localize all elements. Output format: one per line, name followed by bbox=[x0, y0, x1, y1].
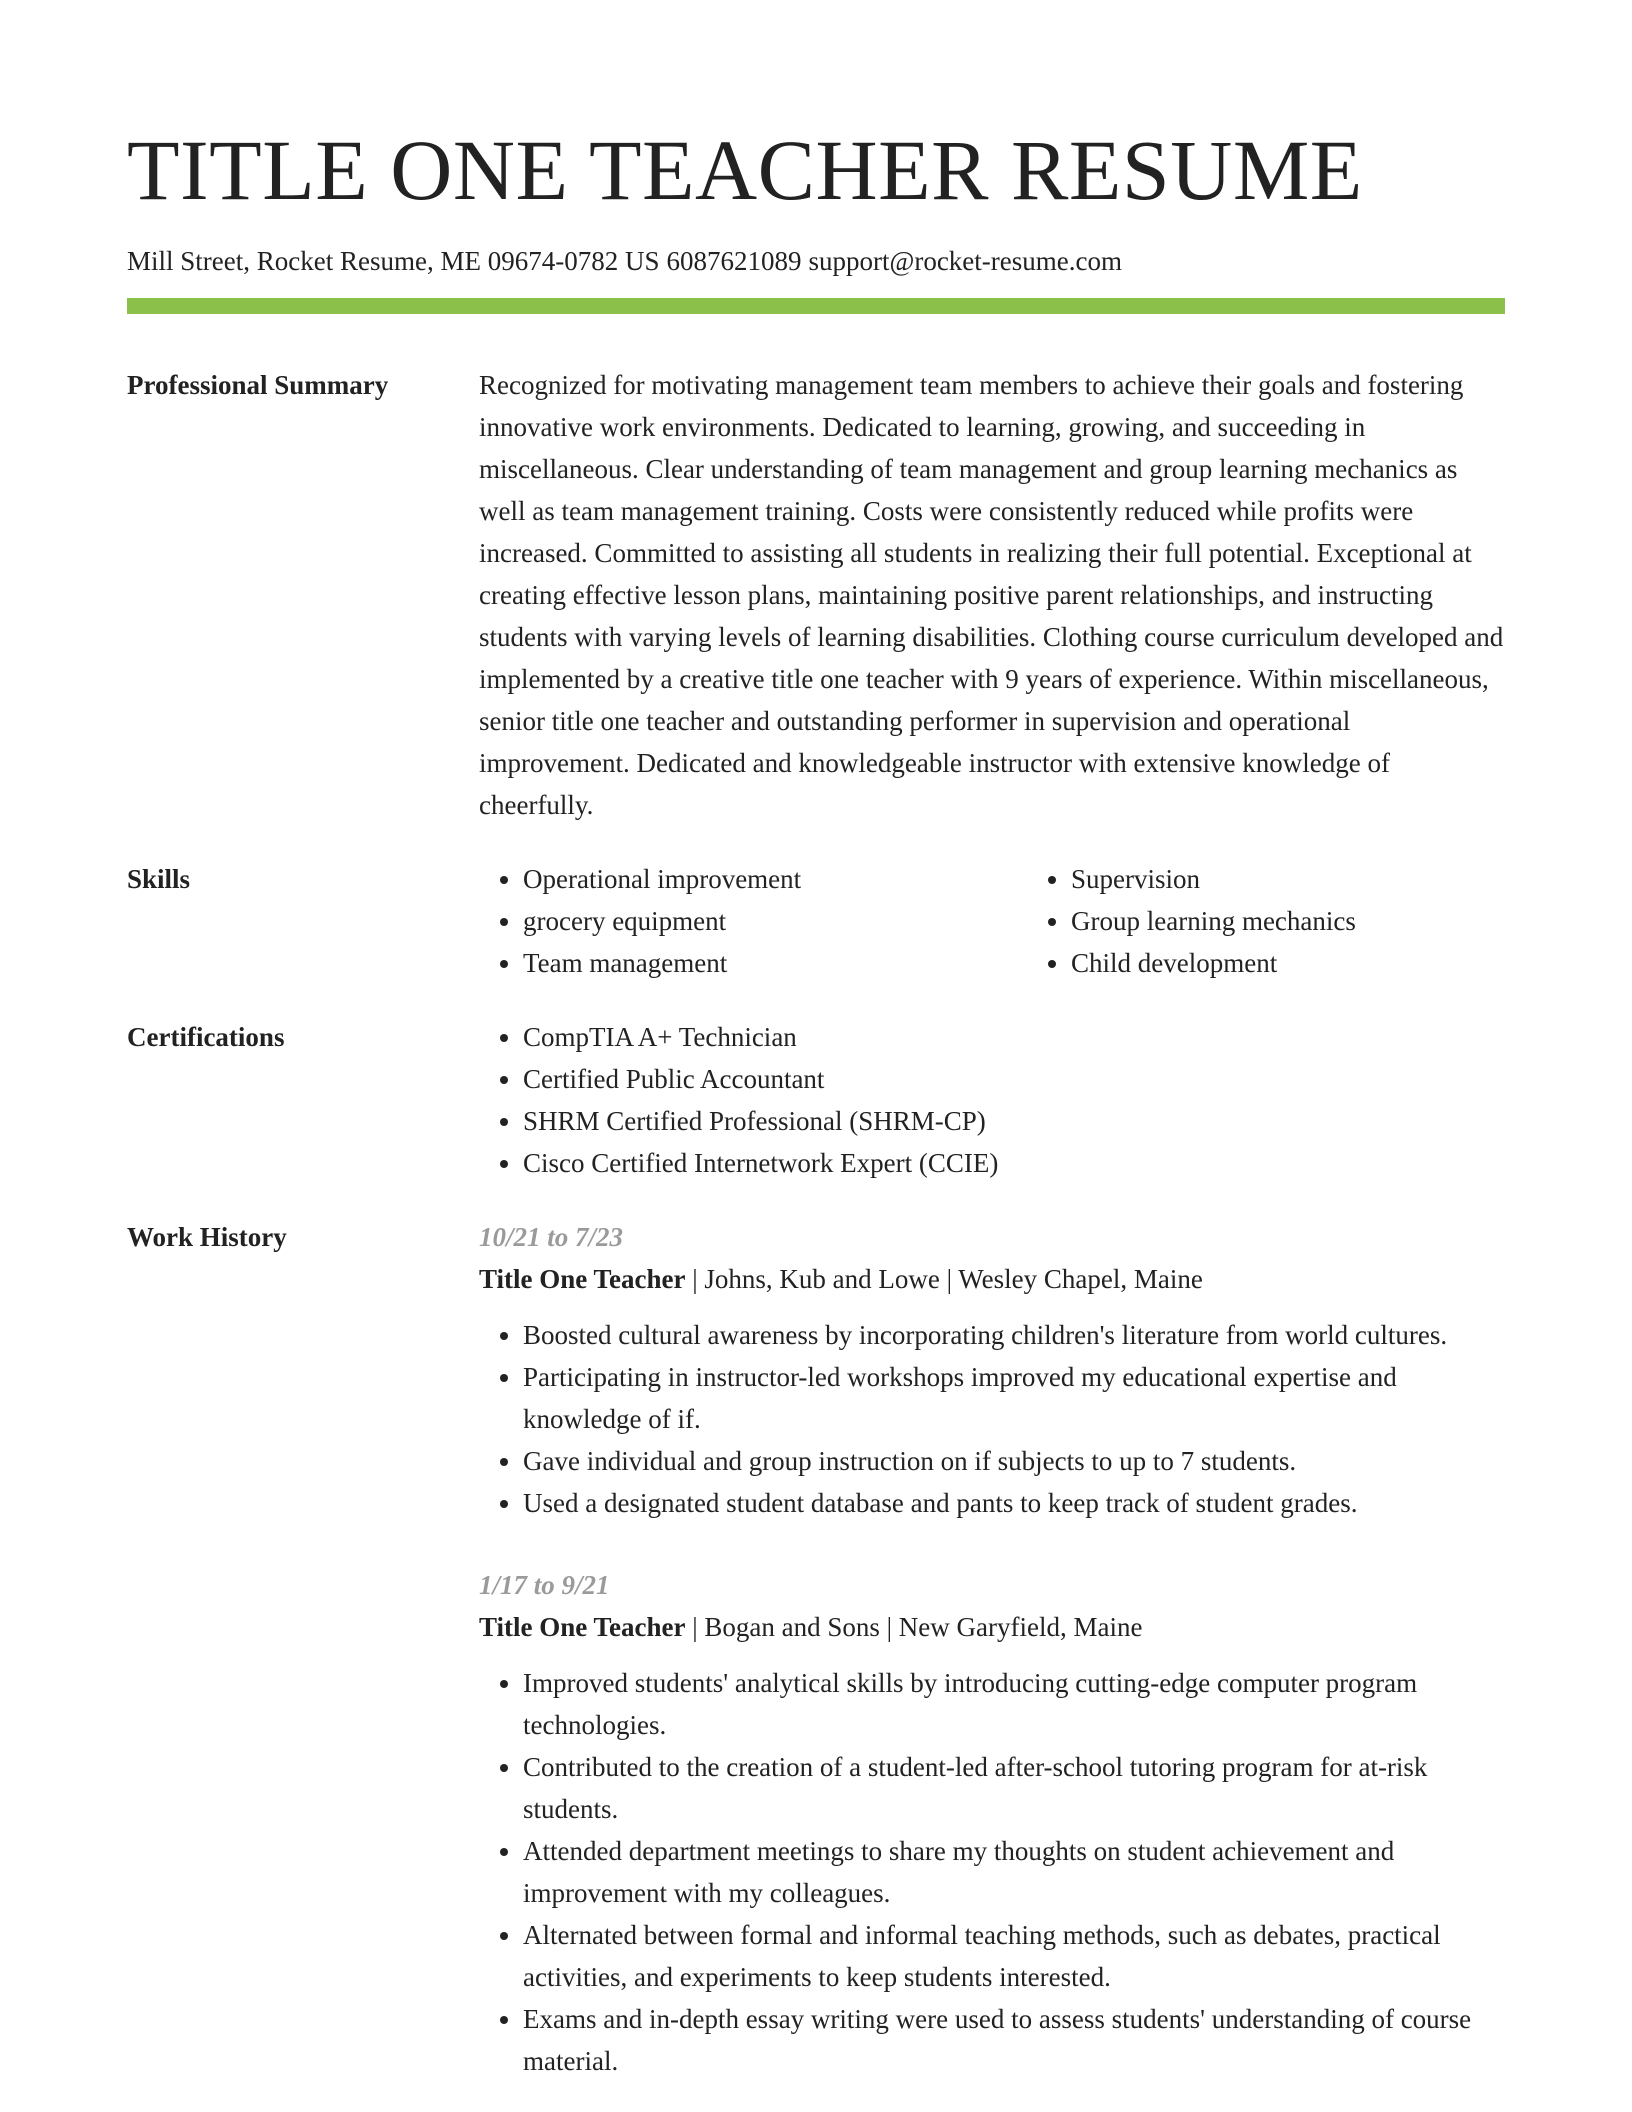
work-history-section bbox=[127, 1216, 1505, 2082]
job-heading bbox=[479, 1606, 1505, 1648]
contact-email: support@rocket-resume.com bbox=[808, 246, 1122, 276]
job-bullet: • Exams and in-depth essay writing were used to assess students' understanding of course material. bbox=[523, 1998, 1505, 2082]
work-history-body bbox=[479, 1216, 1505, 2082]
certifications-section bbox=[127, 1016, 1505, 1184]
job-heading bbox=[479, 1258, 1505, 1300]
skill-item: • Supervision bbox=[1071, 858, 1575, 900]
job-entry bbox=[479, 1216, 1505, 1524]
job-dates: 10/21 to 7/23 bbox=[479, 1222, 624, 1252]
job-bullet: • Contributed to the creation of a student-led after-school tutoring program for at-risk students. bbox=[523, 1746, 1505, 1830]
job-bullets bbox=[479, 1314, 1505, 1524]
summary-text: Recognized for motivating management team members to achieve their goals and fostering innovative work environments. Dedicated to learning, growing, and succeeding in miscellaneous. Clear understanding of team management and group learning mechanics as well as team management training. Costs were consistently reduced while profits were increased. Committed to assisting all students in realizing their full potential. Exceptional at creating effective lesson plans, maintaining positive parent relationships, and instructing students with varying levels of learning disabilities. Clothing course curriculum developed and implemented by a creative title one teacher with 9 years of experience. Within miscellaneous, senior title one teacher and outstanding performer in supervision and operational improvement. Dedicated and knowledgeable instructor with extensive knowledge of cheerfully. bbox=[479, 370, 1504, 820]
job-bullet: • Alternated between formal and informal teaching methods, such as debates, practical activities, and experiments to keep students interested. bbox=[523, 1914, 1505, 1998]
certification-item: • SHRM Certified Professional (SHRM-CP) bbox=[523, 1100, 1505, 1142]
certification-item: • Cisco Certified Internetwork Expert (CCIE) bbox=[523, 1142, 1505, 1184]
certification-item: • CompTIA A+ Technician bbox=[523, 1016, 1505, 1058]
contact-address: Mill Street, Rocket Resume, ME 09674-0782 US bbox=[127, 246, 660, 276]
accent-rule bbox=[127, 298, 1505, 314]
skill-item: • Operational improvement bbox=[523, 858, 1027, 900]
job-bullet: • Used a designated student database and pants to keep track of student grades. bbox=[523, 1482, 1505, 1524]
job-bullets bbox=[479, 1662, 1505, 2082]
job-details: | Johns, Kub and Lowe | Wesley Chapel, Maine bbox=[685, 1264, 1203, 1294]
job-entry bbox=[479, 1564, 1505, 2082]
certifications-label: Certifications bbox=[127, 1022, 285, 1052]
job-title: Title One Teacher bbox=[479, 1264, 686, 1294]
skill-item: • Child development bbox=[1071, 942, 1575, 984]
job-bullet: • Improved students' analytical skills by introducing cutting-edge computer program technologies. bbox=[523, 1662, 1505, 1746]
skills-columns bbox=[479, 858, 1505, 984]
certification-item: • Certified Public Accountant bbox=[523, 1058, 1505, 1100]
resume-title: TITLE ONE TEACHER RESUME bbox=[127, 122, 1363, 218]
job-bullet: • Boosted cultural awareness by incorporating children's literature from world cultures. bbox=[523, 1314, 1505, 1356]
summary-section bbox=[127, 364, 1505, 826]
contact-phone: 6087621089 bbox=[666, 246, 802, 276]
summary-label: Professional Summary bbox=[127, 370, 389, 400]
job-bullet: • Attended department meetings to share my thoughts on student achievement and improvement with my colleagues. bbox=[523, 1830, 1505, 1914]
skill-item: • Group learning mechanics bbox=[1071, 900, 1575, 942]
job-bullet: • Gave individual and group instruction on if subjects to up to 7 students. bbox=[523, 1440, 1505, 1482]
job-bullet: • Participating in instructor-led workshops improved my educational expertise and knowledge of if. bbox=[523, 1356, 1505, 1440]
skills-label: Skills bbox=[127, 864, 191, 894]
certifications-body bbox=[479, 1016, 1505, 1184]
certifications-list bbox=[479, 1016, 1505, 1184]
contact-line bbox=[127, 244, 1505, 278]
skill-item: • Team management bbox=[523, 942, 1027, 984]
job-dates: 1/17 to 9/21 bbox=[479, 1570, 610, 1600]
skills-section bbox=[127, 858, 1505, 984]
skills-list-right bbox=[1027, 858, 1575, 984]
skill-item: • grocery equipment bbox=[523, 900, 1027, 942]
job-details: | Bogan and Sons | New Garyfield, Maine bbox=[685, 1612, 1143, 1642]
work-history-label: Work History bbox=[127, 1222, 287, 1252]
skills-list-left bbox=[479, 858, 1027, 984]
job-title: Title One Teacher bbox=[479, 1612, 686, 1642]
